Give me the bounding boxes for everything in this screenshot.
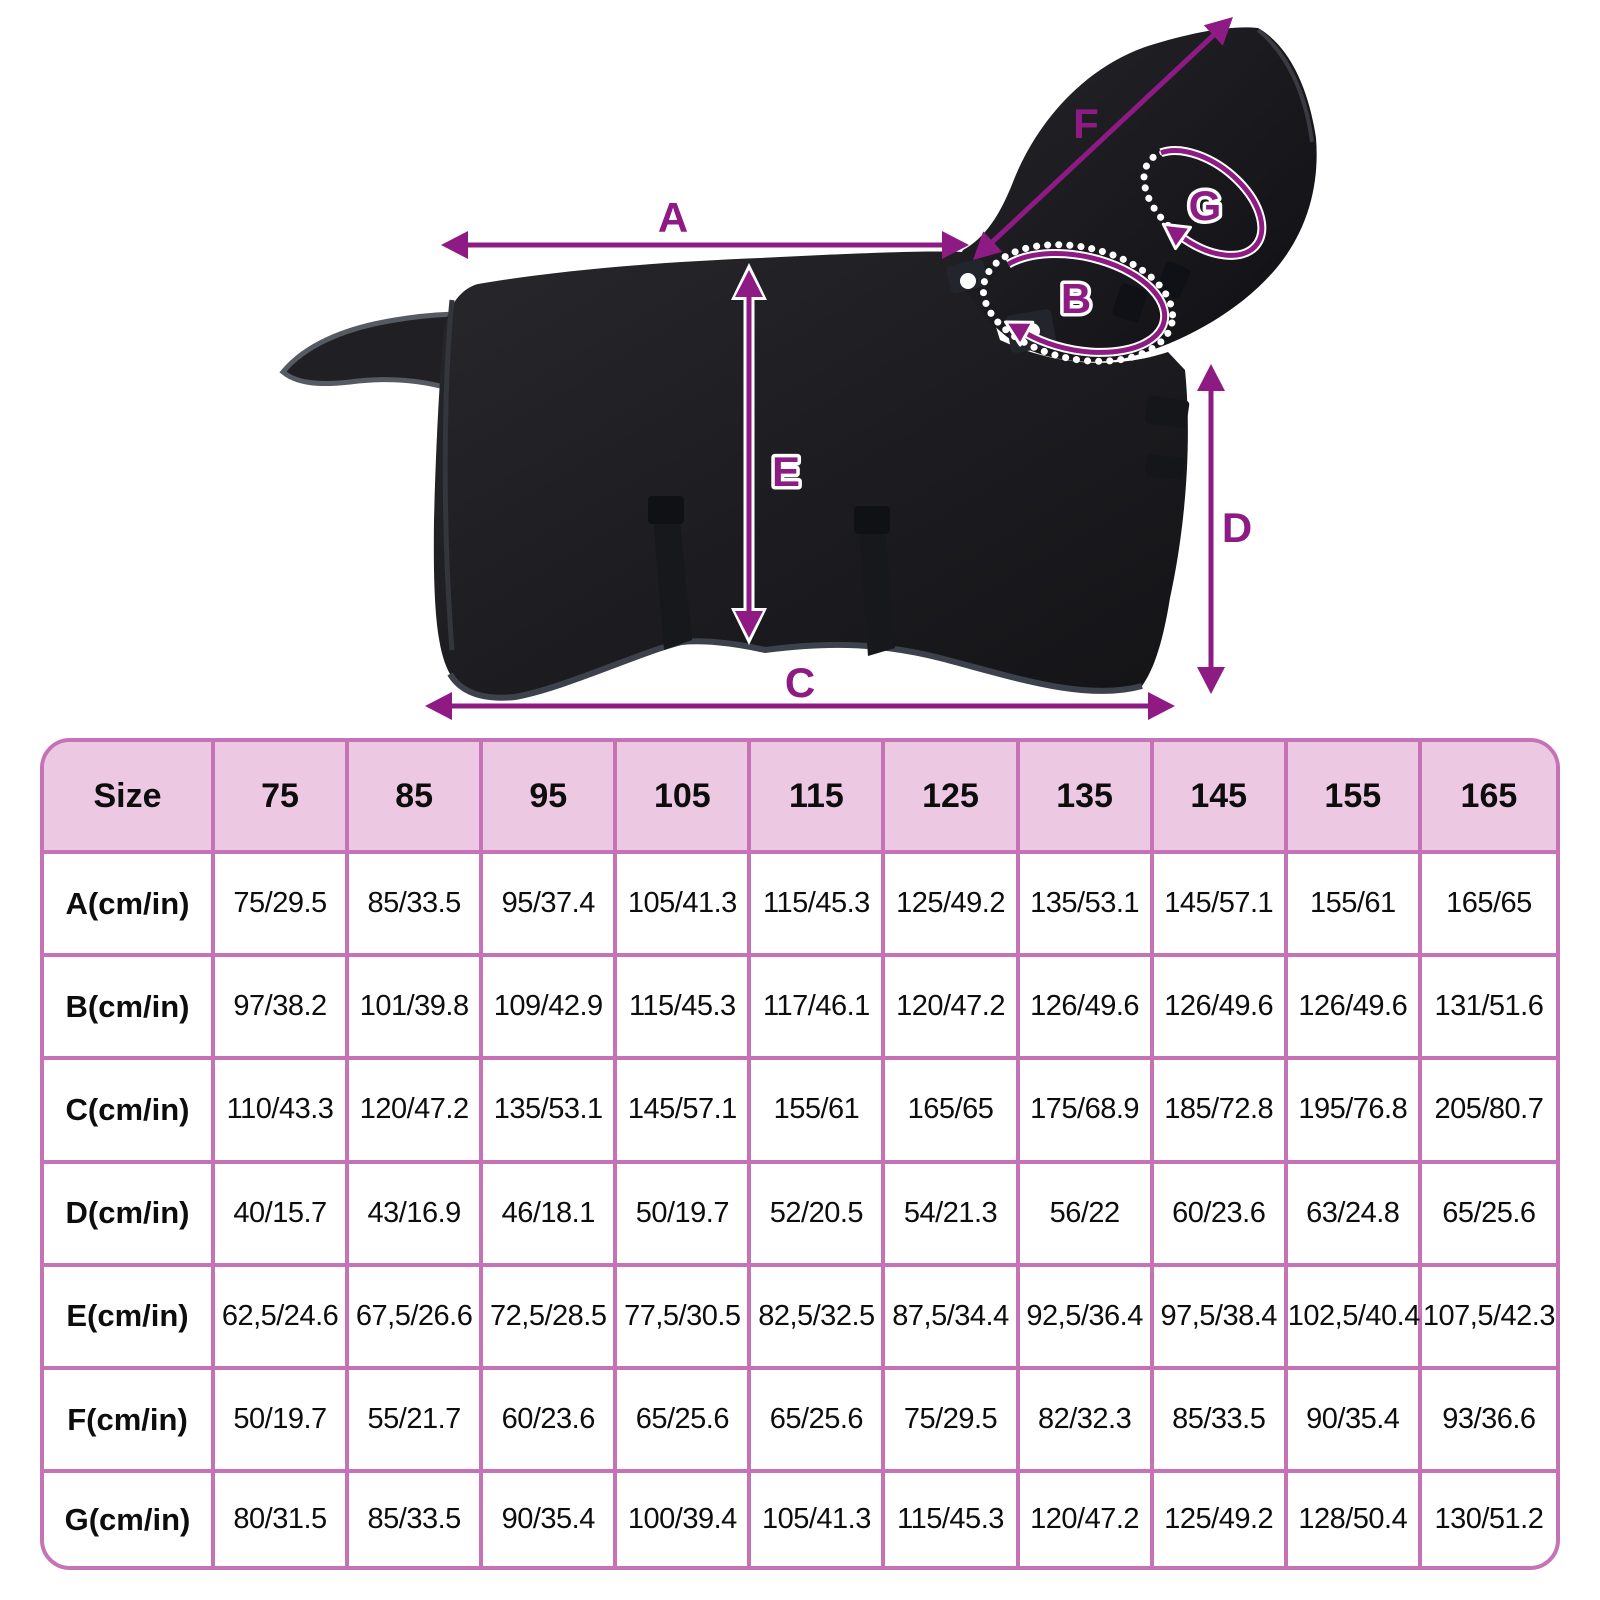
size-value-cell: 120/47.2: [885, 957, 1019, 1060]
size-value-cell: 131/51.6: [1422, 957, 1556, 1060]
size-value-cell: 95/37.4: [483, 854, 617, 957]
table-row: [44, 1060, 1556, 1163]
size-value-cell: 165/65: [885, 1060, 1019, 1163]
size-value-cell: 105/41.3: [751, 1473, 885, 1566]
size-value-cell: 117/46.1: [751, 957, 885, 1060]
size-value-cell: 185/72.8: [1154, 1060, 1288, 1163]
size-table: [40, 738, 1560, 1570]
table-row: [44, 1473, 1556, 1566]
size-value-cell: 110/43.3: [215, 1060, 349, 1163]
header-size-145: 145: [1154, 742, 1288, 854]
size-value-cell: 120/47.2: [1020, 1473, 1154, 1566]
size-value-cell: 115/45.3: [617, 957, 751, 1060]
size-value-cell: 107,5/42.3: [1422, 1267, 1556, 1370]
dim-label-f: F: [1073, 100, 1099, 147]
table-row: [44, 1164, 1556, 1267]
dim-label-c: C: [784, 659, 816, 706]
size-value-cell: 101/39.8: [349, 957, 483, 1060]
size-value-cell: 93/36.6: [1422, 1370, 1556, 1473]
size-value-cell: 85/33.5: [349, 854, 483, 957]
header-size-125: 125: [885, 742, 1019, 854]
size-value-cell: 135/53.1: [1020, 854, 1154, 957]
size-value-cell: 50/19.7: [617, 1164, 751, 1267]
size-value-cell: 126/49.6: [1154, 957, 1288, 1060]
side-strap-upper: [1144, 395, 1189, 429]
size-value-cell: 72,5/28.5: [483, 1267, 617, 1370]
size-value-cell: 125/49.2: [1154, 1473, 1288, 1566]
size-value-cell: 65/25.6: [751, 1370, 885, 1473]
size-value-cell: 55/21.7: [349, 1370, 483, 1473]
row-label: F(cm/in): [44, 1370, 215, 1473]
header-size-135: 135: [1020, 742, 1154, 854]
header-size-165: 165: [1422, 742, 1556, 854]
size-value-cell: 90/35.4: [483, 1473, 617, 1566]
size-value-cell: 135/53.1: [483, 1060, 617, 1163]
size-value-cell: 87,5/34.4: [885, 1267, 1019, 1370]
size-value-cell: 63/24.8: [1288, 1164, 1422, 1267]
size-value-cell: 126/49.6: [1020, 957, 1154, 1060]
size-value-cell: 175/68.9: [1020, 1060, 1154, 1163]
dim-label-d: D: [1221, 504, 1253, 551]
size-value-cell: 80/31.5: [215, 1473, 349, 1566]
dim-label-e: E: [771, 448, 801, 495]
header-size-85: 85: [349, 742, 483, 854]
row-label: G(cm/in): [44, 1473, 215, 1566]
size-value-cell: 130/51.2: [1434, 1503, 1544, 1536]
size-value-cell: 43/16.9: [349, 1164, 483, 1267]
dim-label-a: A: [657, 194, 689, 241]
table-row: [44, 1267, 1556, 1370]
size-value-cell: 105/41.3: [617, 854, 751, 957]
size-value-cell: 77,5/30.5: [617, 1267, 751, 1370]
size-value-cell: 155/61: [751, 1060, 885, 1163]
size-value-cell: 75/29.5: [215, 854, 349, 957]
size-value-cell: 109/42.9: [483, 957, 617, 1060]
side-strap-lower: [1145, 454, 1185, 480]
size-value-cell: 90/35.4: [1288, 1370, 1422, 1473]
size-value-cell: 60/23.6: [483, 1370, 617, 1473]
size-value-cell: 82,5/32.5: [751, 1267, 885, 1370]
header-size-75: 75: [215, 742, 349, 854]
size-value-cell: 145/57.1: [1154, 854, 1288, 957]
row-label: D(cm/in): [44, 1164, 215, 1267]
size-value-cell: 65/25.6: [1422, 1164, 1556, 1267]
size-value-cell: 52/20.5: [751, 1164, 885, 1267]
header-size-95: 95: [483, 742, 617, 854]
size-value-cell: 50/19.7: [215, 1370, 349, 1473]
snap-button-upper: [960, 273, 976, 289]
size-value-cell: 205/80.7: [1422, 1060, 1556, 1163]
blanket-diagram: [0, 0, 1600, 732]
size-value-cell: 155/61: [1288, 854, 1422, 957]
size-value-cell: 65/25.6: [617, 1370, 751, 1473]
size-value-cell: 115/45.3: [885, 1473, 1019, 1566]
table-row: [44, 1370, 1556, 1473]
dim-label-g: G: [1188, 182, 1222, 229]
size-value-cell: 54/21.3: [885, 1164, 1019, 1267]
size-value-cell: 97,5/38.4: [1154, 1267, 1288, 1370]
header-size-155: 155: [1288, 742, 1422, 854]
size-value-cell: 75/29.5: [885, 1370, 1019, 1473]
arrow-d: [1197, 364, 1225, 694]
leg-strap-buckle-rear: [854, 506, 890, 534]
table-row: [44, 854, 1556, 957]
size-value-cell: 165/65: [1422, 854, 1556, 957]
size-value-cell: 40/15.7: [215, 1164, 349, 1267]
header-size-105: 105: [617, 742, 751, 854]
size-value-cell: 126/49.6: [1288, 957, 1422, 1060]
row-label: B(cm/in): [44, 957, 215, 1060]
dim-label-b: B: [1060, 275, 1092, 322]
size-value-cell: 56/22: [1020, 1164, 1154, 1267]
size-value-cell: 85/33.5: [1154, 1370, 1288, 1473]
size-value-cell: 60/23.6: [1154, 1164, 1288, 1267]
leg-strap-buckle-front: [648, 496, 684, 524]
row-label: E(cm/in): [44, 1267, 215, 1370]
row-label: A(cm/in): [44, 854, 215, 957]
size-value-cell: 97/38.2: [215, 957, 349, 1060]
size-value-cell: 128/50.4: [1288, 1473, 1422, 1566]
size-value-cell: 115/45.3: [751, 854, 885, 957]
header-size-115: 115: [751, 742, 885, 854]
size-value-cell: 67,5/26.6: [349, 1267, 483, 1370]
size-value-cell: 62,5/24.6: [215, 1267, 349, 1370]
size-value-cell: 82/32.3: [1020, 1370, 1154, 1473]
size-value-cell: 145/57.1: [617, 1060, 751, 1163]
size-value-cell: 46/18.1: [483, 1164, 617, 1267]
size-value-cell: 120/47.2: [349, 1060, 483, 1163]
row-label: C(cm/in): [44, 1060, 215, 1163]
size-value-cell: 92,5/36.4: [1020, 1267, 1154, 1370]
size-value-cell: 195/76.8: [1288, 1060, 1422, 1163]
table-header-row: [44, 742, 1556, 854]
header-size-label: Size: [44, 742, 215, 854]
size-value-cell: 100/39.4: [617, 1473, 751, 1566]
table-row: [44, 957, 1556, 1060]
size-value-cell: 125/49.2: [885, 854, 1019, 957]
size-value-cell: 102,5/40.4: [1288, 1267, 1422, 1370]
size-value-cell: 85/33.5: [349, 1473, 483, 1566]
